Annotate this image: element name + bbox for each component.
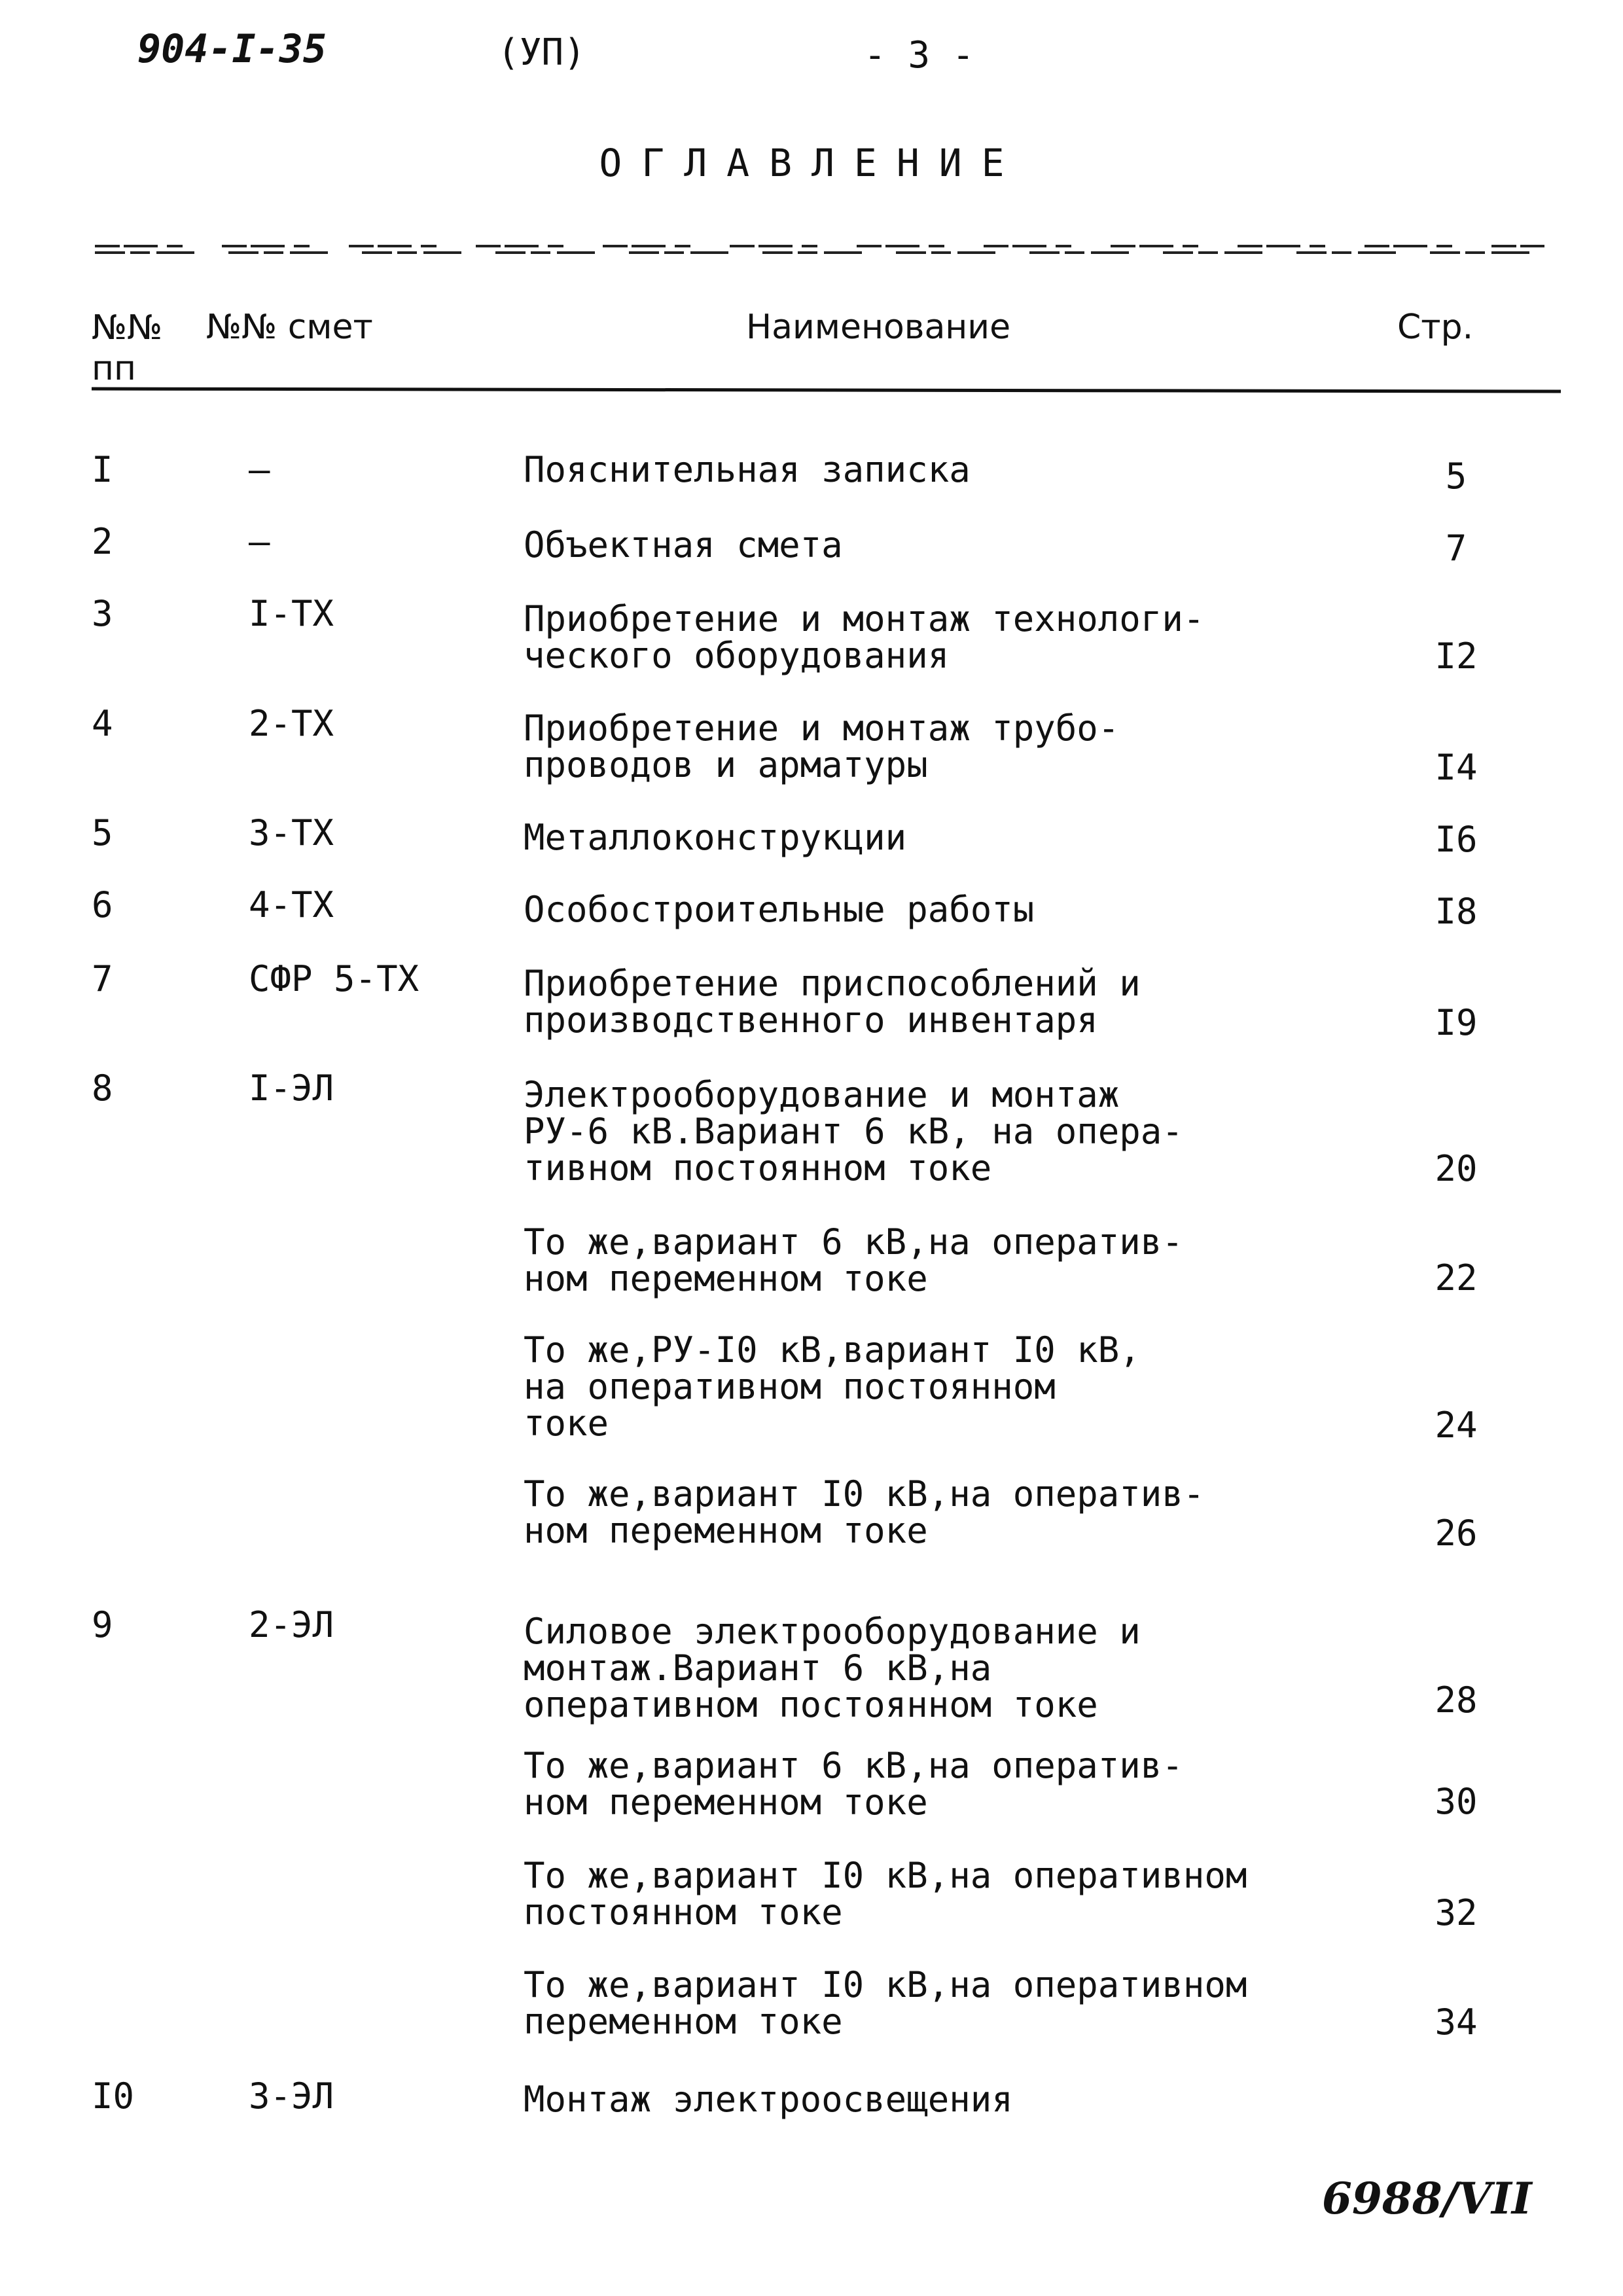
row-page: 20 xyxy=(1435,1148,1478,1189)
row-page: I4 xyxy=(1435,747,1478,788)
page-number: - 3 - xyxy=(864,34,974,77)
row-name: Приобретение приспособлений и производственного инвентаря xyxy=(524,963,1141,1041)
row-number: 2 xyxy=(92,521,113,562)
row-page: 32 xyxy=(1435,1892,1478,1933)
section-code: (УП) xyxy=(497,31,586,74)
row-estimate: 2-ТХ xyxy=(249,703,334,744)
row-estimate: I-ЭЛ xyxy=(249,1067,334,1109)
row-name: Монтаж электроосвещения xyxy=(524,2079,1013,2120)
row-page: 7 xyxy=(1445,528,1467,569)
row-name: То же,вариант 6 кВ,на оператив- ном переменном токе xyxy=(524,1745,1183,1823)
row-name: Силовое электрооборудование и монтаж.Вариант 6 кВ,на оперативном постоянном токе xyxy=(524,1611,1141,1725)
row-number: 7 xyxy=(92,958,113,999)
row-number: 4 xyxy=(92,703,113,744)
row-page: 28 xyxy=(1435,1679,1478,1721)
row-estimate: СФР 5-ТХ xyxy=(249,958,419,999)
row-estimate: 3-ЭЛ xyxy=(249,2075,334,2117)
row-number: 3 xyxy=(92,593,113,634)
row-estimate: – xyxy=(249,449,270,490)
row-number: 8 xyxy=(92,1067,113,1109)
row-page: 5 xyxy=(1445,456,1467,497)
row-name: Пояснительная записка xyxy=(524,449,971,490)
header-rule xyxy=(92,386,1561,394)
row-number: 9 xyxy=(92,1604,113,1645)
row-page: I8 xyxy=(1435,891,1478,932)
page-title: ОГЛАВЛЕНИЕ xyxy=(599,141,1024,185)
row-name: Особостроительные работы xyxy=(524,889,1035,930)
row-page: 34 xyxy=(1435,2001,1478,2043)
row-page: 22 xyxy=(1435,1257,1478,1299)
row-name: То же,вариант I0 кВ,на оперативном переменном токе xyxy=(524,1964,1247,2042)
row-name: То же,РУ-I0 кВ,вариант I0 кВ, на оперативном постоянном токе xyxy=(524,1329,1141,1444)
row-estimate: 2-ЭЛ xyxy=(249,1604,334,1645)
row-page: I6 xyxy=(1435,819,1478,860)
row-number: 5 xyxy=(92,812,113,853)
row-number: I xyxy=(92,449,113,490)
row-estimate: 4-ТХ xyxy=(249,884,334,925)
row-page: 26 xyxy=(1435,1513,1478,1554)
column-header-number: №№ пп xyxy=(92,308,163,388)
row-name: Металлоконструкции xyxy=(524,817,907,858)
column-header-page: Стр. xyxy=(1397,308,1474,347)
row-page: 24 xyxy=(1435,1405,1478,1446)
row-name: Приобретение и монтаж технологи- ческого оборудования xyxy=(524,598,1205,676)
row-name: Объектная смета xyxy=(524,524,843,565)
column-header-estimate: №№ смет xyxy=(206,308,373,347)
row-page: 30 xyxy=(1435,1781,1478,1822)
row-number: I0 xyxy=(92,2075,135,2117)
handwritten-archive-number: 6988/VII xyxy=(1322,2173,1532,2224)
row-estimate: I-ТХ xyxy=(249,593,334,634)
row-number: 6 xyxy=(92,884,113,925)
row-name: Приобретение и монтаж трубо- проводов и арматуры xyxy=(524,708,1120,785)
document-code: 904-I-35 xyxy=(137,26,327,72)
row-name: Электрооборудование и монтаж РУ-6 кВ.Вариант 6 кВ, на опера- тивном постоянном токе xyxy=(524,1074,1183,1189)
row-estimate: – xyxy=(249,521,270,562)
row-name: То же,вариант I0 кВ,на оперативном постоянном токе xyxy=(524,1855,1247,1933)
row-name: То же,вариант 6 кВ,на оператив- ном переменном токе xyxy=(524,1221,1183,1299)
row-page: I2 xyxy=(1435,636,1478,677)
row-name: То же,вариант I0 кВ,на оператив- ном переменном токе xyxy=(524,1473,1205,1551)
top-dashed-rule xyxy=(95,242,1544,258)
row-page: I9 xyxy=(1435,1002,1478,1043)
column-header-name: Наименование xyxy=(746,308,1011,347)
row-estimate: 3-ТХ xyxy=(249,812,334,853)
